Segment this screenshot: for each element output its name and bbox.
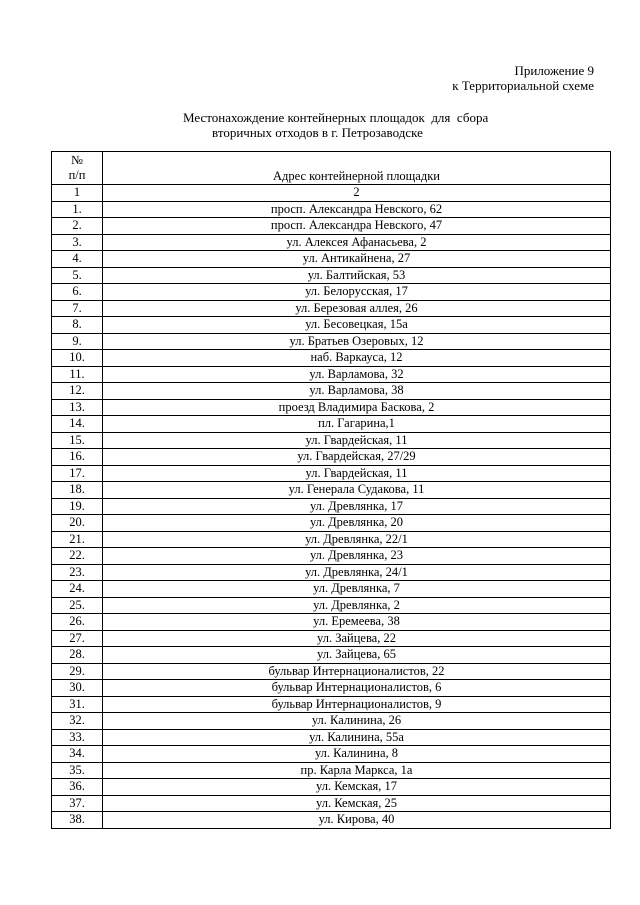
row-number: 20. <box>52 515 103 532</box>
table-row <box>52 366 611 383</box>
row-address: ул. Древлянка, 24/1 <box>103 564 611 581</box>
row-address: ул. Гвардейская, 11 <box>103 465 611 482</box>
row-number: 14. <box>52 416 103 433</box>
column-number-2: 2 <box>103 185 611 202</box>
row-number: 25. <box>52 597 103 614</box>
row-address: ул. Древлянка, 7 <box>103 581 611 598</box>
header-number-symbol: № <box>71 153 83 167</box>
row-address: ул. Алексея Афанасьева, 2 <box>103 234 611 251</box>
table-row <box>52 399 611 416</box>
row-address: ул. Генерала Судакова, 11 <box>103 482 611 499</box>
title-line-1: Местонахождение контейнерных площадок для сбора <box>183 110 489 125</box>
table-row <box>52 531 611 548</box>
table-row <box>52 795 611 812</box>
appendix-number: Приложение 9 <box>514 63 594 78</box>
table-row <box>52 812 611 829</box>
row-number: 21. <box>52 531 103 548</box>
table-row <box>52 597 611 614</box>
row-number: 2. <box>52 218 103 235</box>
row-address: ул. Гвардейская, 27/29 <box>103 449 611 466</box>
row-number: 28. <box>52 647 103 664</box>
addresses-table <box>51 151 611 829</box>
row-address: ул. Березовая аллея, 26 <box>103 300 611 317</box>
row-number: 16. <box>52 449 103 466</box>
row-number: 15. <box>52 432 103 449</box>
table-row <box>52 548 611 565</box>
table-row <box>52 680 611 697</box>
table-row <box>52 696 611 713</box>
row-number: 34. <box>52 746 103 763</box>
row-address: ул. Братьев Озеровых, 12 <box>103 333 611 350</box>
row-address: ул. Зайцева, 65 <box>103 647 611 664</box>
row-number: 24. <box>52 581 103 598</box>
row-number: 27. <box>52 630 103 647</box>
row-address: ул. Варламова, 32 <box>103 366 611 383</box>
row-address: пр. Карла Маркса, 1а <box>103 762 611 779</box>
row-address: бульвар Интернационалистов, 9 <box>103 696 611 713</box>
table-row <box>52 614 611 631</box>
row-number: 12. <box>52 383 103 400</box>
table-row <box>52 779 611 796</box>
row-number: 36. <box>52 779 103 796</box>
row-number: 32. <box>52 713 103 730</box>
column-numbering-row <box>52 185 611 202</box>
row-address: ул. Варламова, 38 <box>103 383 611 400</box>
table-row <box>52 333 611 350</box>
row-number: 29. <box>52 663 103 680</box>
row-address: ул. Калинина, 8 <box>103 746 611 763</box>
row-number: 10. <box>52 350 103 367</box>
table-row <box>52 300 611 317</box>
row-address: ул. Кирова, 40 <box>103 812 611 829</box>
table-row <box>52 383 611 400</box>
row-number: 35. <box>52 762 103 779</box>
column-number-1: 1 <box>52 185 103 202</box>
table-row <box>52 663 611 680</box>
row-address: ул. Бесовецкая, 15а <box>103 317 611 334</box>
row-address: ул. Белорусская, 17 <box>103 284 611 301</box>
row-number: 37. <box>52 795 103 812</box>
row-address: ул. Зайцева, 22 <box>103 630 611 647</box>
document-title <box>0 110 640 140</box>
table-row <box>52 449 611 466</box>
row-number: 11. <box>52 366 103 383</box>
table-row <box>52 729 611 746</box>
appendix-heading <box>452 63 594 93</box>
row-address: ул. Еремеева, 38 <box>103 614 611 631</box>
row-address: ул. Кемская, 17 <box>103 779 611 796</box>
row-number: 7. <box>52 300 103 317</box>
row-address: ул. Гвардейская, 11 <box>103 432 611 449</box>
row-number: 8. <box>52 317 103 334</box>
table-row <box>52 350 611 367</box>
table-row <box>52 482 611 499</box>
table-row <box>52 416 611 433</box>
row-number: 38. <box>52 812 103 829</box>
row-address: ул. Древлянка, 17 <box>103 498 611 515</box>
header-number-abbr: п/п <box>68 168 86 182</box>
row-number: 30. <box>52 680 103 697</box>
header-address: Адрес контейнерной площадки <box>103 152 611 185</box>
table-row <box>52 713 611 730</box>
table-row <box>52 218 611 235</box>
row-number: 19. <box>52 498 103 515</box>
row-number: 22. <box>52 548 103 565</box>
row-number: 1. <box>52 201 103 218</box>
row-number: 4. <box>52 251 103 268</box>
row-address: проезд Владимира Баскова, 2 <box>103 399 611 416</box>
row-address: ул. Балтийская, 53 <box>103 267 611 284</box>
table-row <box>52 432 611 449</box>
table-row <box>52 581 611 598</box>
row-number: 9. <box>52 333 103 350</box>
row-address: ул. Древлянка, 20 <box>103 515 611 532</box>
row-number: 23. <box>52 564 103 581</box>
table-row <box>52 465 611 482</box>
table-row <box>52 201 611 218</box>
row-number: 6. <box>52 284 103 301</box>
row-address: ул. Кемская, 25 <box>103 795 611 812</box>
table-row <box>52 317 611 334</box>
row-address: бульвар Интернационалистов, 6 <box>103 680 611 697</box>
row-number: 17. <box>52 465 103 482</box>
appendix-reference: к Территориальной схеме <box>452 78 594 93</box>
row-number: 5. <box>52 267 103 284</box>
table-row <box>52 762 611 779</box>
table-row <box>52 267 611 284</box>
row-number: 26. <box>52 614 103 631</box>
row-address: ул. Калинина, 55а <box>103 729 611 746</box>
row-number: 33. <box>52 729 103 746</box>
row-address: ул. Древлянка, 22/1 <box>103 531 611 548</box>
table-header-row <box>52 152 611 185</box>
row-address: ул. Древлянка, 23 <box>103 548 611 565</box>
table-row <box>52 515 611 532</box>
title-line-2: вторичных отходов в г. Петрозаводске <box>212 125 423 140</box>
row-number: 31. <box>52 696 103 713</box>
table-row <box>52 746 611 763</box>
row-address: просп. Александра Невского, 47 <box>103 218 611 235</box>
table-row <box>52 630 611 647</box>
row-address: ул. Калинина, 26 <box>103 713 611 730</box>
row-address: просп. Александра Невского, 62 <box>103 201 611 218</box>
row-address: наб. Варкауса, 12 <box>103 350 611 367</box>
table-row <box>52 284 611 301</box>
row-number: 13. <box>52 399 103 416</box>
header-number <box>52 152 103 185</box>
table-row <box>52 234 611 251</box>
row-address: бульвар Интернационалистов, 22 <box>103 663 611 680</box>
table-row <box>52 647 611 664</box>
row-number: 3. <box>52 234 103 251</box>
row-address: ул. Древлянка, 2 <box>103 597 611 614</box>
table-row <box>52 564 611 581</box>
row-number: 18. <box>52 482 103 499</box>
table-row <box>52 251 611 268</box>
row-address: пл. Гагарина,1 <box>103 416 611 433</box>
table-row <box>52 498 611 515</box>
row-address: ул. Антикайнена, 27 <box>103 251 611 268</box>
